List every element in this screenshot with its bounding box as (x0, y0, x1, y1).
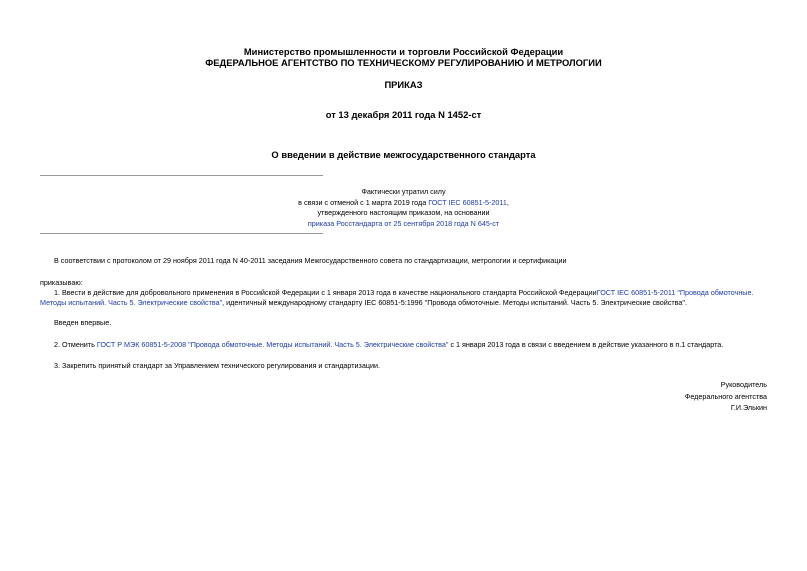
order-word: приказываю: (40, 278, 83, 287)
document-type: ПРИКАЗ (384, 79, 423, 90)
signature-agency: Федерального агентства (684, 391, 767, 401)
item-3: 3. Закрепить принятый стандарт за Управлением технического регулирования и стандартизации. (54, 361, 380, 370)
gost-r-mek-link[interactable]: ГОСТ Р МЭК 60851-5-2008 (96, 340, 187, 349)
rosstandart-order-link[interactable]: приказа Росстандарта от 25 сентября 2018 года N 645-ст (307, 219, 500, 228)
item-2-tail: с 1 января 2013 года в связи с введением в действие указанного в п.1 стандарта. (448, 340, 724, 349)
note-line-3: утвержденного настоящим приказом, на основании (317, 208, 490, 217)
signature-name: Г.И.Элькин (730, 403, 767, 412)
item-1-text: 1. Ввести в действие для добровольного применения в Российской Федерации с 1 января 2013 года в качестве национального стандарта Российской Федерации (54, 288, 597, 297)
item-1-line-2 (40, 298, 687, 308)
note-line-2-suffix: , (506, 198, 509, 207)
signature-block (685, 379, 767, 414)
signature-title: Руководитель (720, 380, 767, 389)
note-line-2 (0, 198, 807, 208)
item-2 (54, 340, 723, 350)
ministry-title: Министерство промышленности и торговли Российской Федерации (243, 46, 564, 57)
preamble: В соответствии с протоколом от 29 ноября 2011 года N 40-2011 заседания Межгосударственного совета по стандартизации, метрологии и сертификации (54, 256, 567, 265)
document-subject: О введении в действие межгосударственного стандарта (271, 149, 536, 160)
note-line-1: Фактически утратил силу (361, 187, 446, 196)
note-line-2-prefix: в связи с отменой с 1 марта 2019 года (298, 198, 429, 207)
agency-title: ФЕДЕРАЛЬНОЕ АГЕНТСТВО ПО ТЕХНИЧЕСКОМУ РЕГУЛИРОВАНИЮ И МЕТРОЛОГИИ (205, 57, 602, 68)
item-1-line-1 (54, 288, 753, 298)
note-divider-bottom (40, 233, 323, 234)
first-time-note: Введен впервые. (54, 318, 112, 327)
gost-iec-60851-5-2011-link[interactable]: ГОСТ IEC 60851-5-2011 (428, 198, 507, 207)
gost-iec-item1-link-a[interactable]: ГОСТ IEC 60851-5-2011 "Провода обмоточные. (596, 288, 754, 297)
date-number: от 13 декабря 2011 года N 1452-ст (325, 109, 482, 120)
note-divider-top (40, 175, 323, 176)
item-2-prefix: 2. Отменить (54, 340, 97, 349)
note-line-4 (0, 219, 807, 229)
gost-r-mek-title-link[interactable]: "Провода обмоточные. Методы испытаний. Часть 5. Электрические свойства" (188, 340, 449, 349)
gost-iec-item1-link-b[interactable]: Методы испытаний. Часть 5. Электрические свойства" (40, 298, 223, 307)
item-1-tail: , идентичный международному стандарту IEC 60851-5:1996 "Провода обмоточные. Методы испытаний. Часть 5. Электрические свойства". (222, 298, 687, 307)
